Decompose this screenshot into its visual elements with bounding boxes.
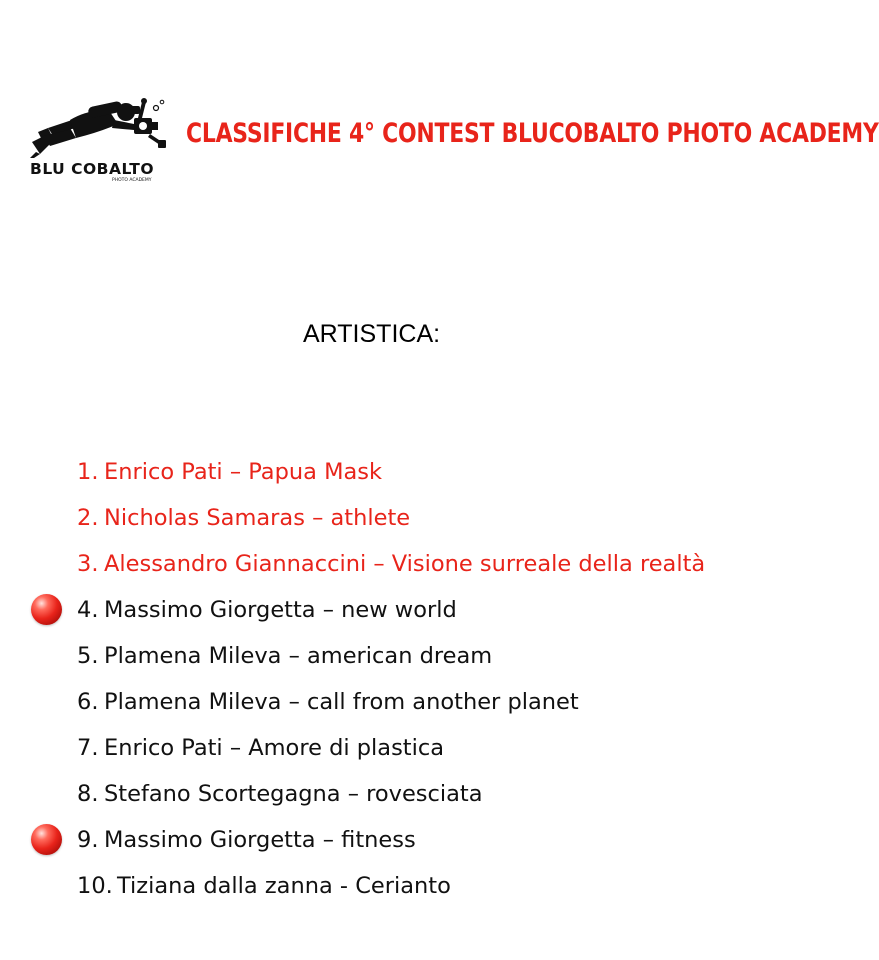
ranking-entry-text: Tiziana dalla zanna - Cerianto bbox=[117, 873, 451, 899]
ranking-number: 9. bbox=[77, 827, 99, 853]
ranking-entry-text: Nicholas Samaras – athlete bbox=[104, 505, 411, 531]
ranking-entry-text: Plamena Mileva – american dream bbox=[104, 643, 493, 669]
section-title: ARTISTICA: bbox=[303, 320, 441, 348]
ranking-entry-text: Stefano Scortegagna – rovesciata bbox=[104, 781, 483, 807]
ranking-number: 7. bbox=[77, 735, 99, 761]
ranking-number: 8. bbox=[77, 781, 99, 807]
ranking-entry-text: Massimo Giorgetta – fitness bbox=[104, 827, 416, 853]
ranking-entry-text: Alessandro Giannaccini – Visione surreale della realtà bbox=[104, 551, 706, 577]
red-bullet-icon bbox=[31, 824, 62, 855]
ranking-number: 5. bbox=[77, 643, 99, 669]
logo-name: BLU COBALTO bbox=[30, 160, 155, 178]
ranking-number: 4. bbox=[77, 597, 99, 623]
ranking-number: 2. bbox=[77, 505, 99, 531]
ranking-entry-text: Massimo Giorgetta – new world bbox=[104, 597, 457, 623]
ranking-entry-text: Enrico Pati – Amore di plastica bbox=[104, 735, 445, 761]
scuba-diver-icon bbox=[30, 98, 172, 158]
red-bullet-icon bbox=[31, 594, 62, 625]
ranking-entry-text: Plamena Mileva – call from another planet bbox=[104, 689, 579, 715]
page-title: CLASSIFICHE 4° CONTEST BLUCOBALTO PHOTO ACADEMY bbox=[186, 118, 879, 149]
ranking-number: 1. bbox=[77, 459, 99, 485]
ranking-entry-text: Enrico Pati – Papua Mask bbox=[104, 459, 383, 485]
ranking-number: 3. bbox=[77, 551, 99, 577]
logo-subtitle: PHOTO ACADEMY bbox=[112, 178, 152, 183]
ranking-number: 10. bbox=[77, 873, 113, 899]
ranking-number: 6. bbox=[77, 689, 99, 715]
logo bbox=[30, 98, 172, 184]
